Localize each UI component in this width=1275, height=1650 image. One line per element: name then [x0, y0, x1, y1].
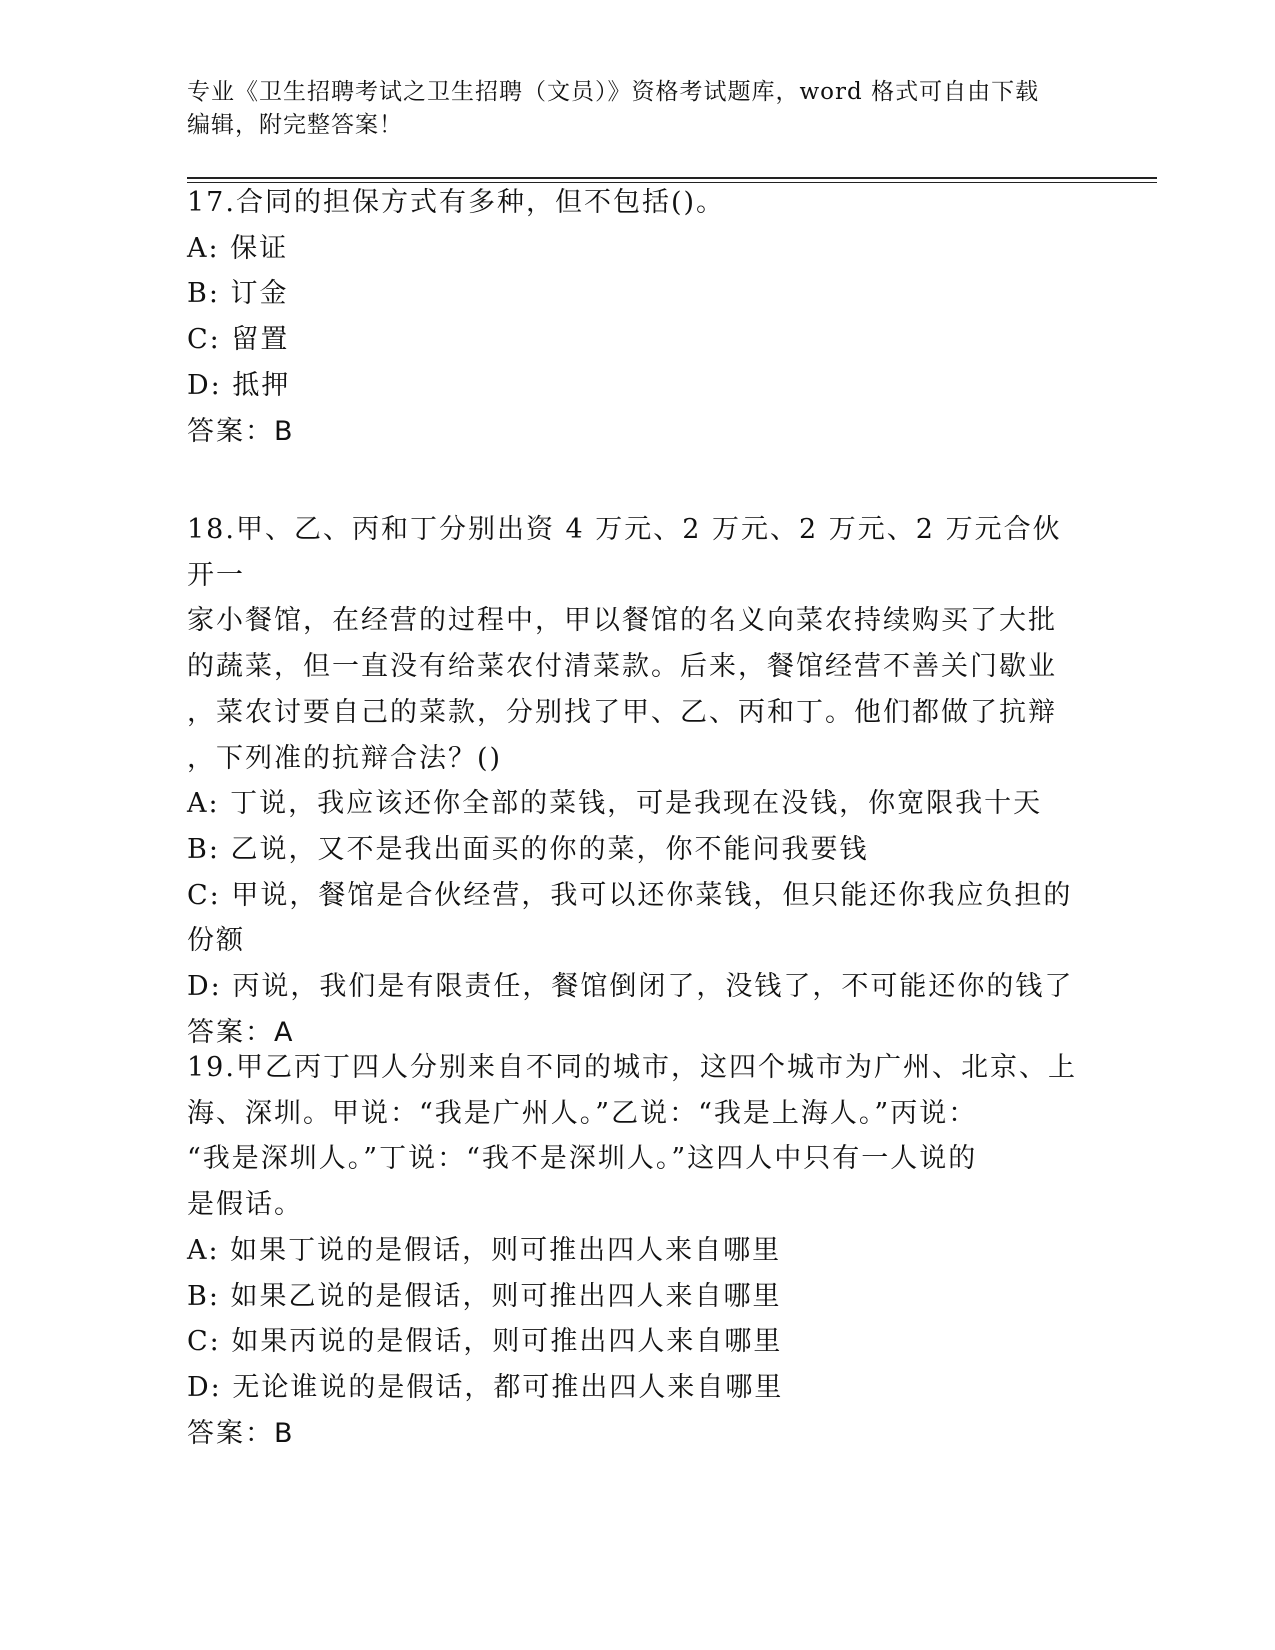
document-header — [187, 76, 1087, 142]
option-b: B: 如果乙说的是假话，则可推出四人来自哪里 — [187, 1280, 782, 1312]
question-stem-line: 是假话。 — [187, 1189, 303, 1221]
question-18 — [187, 507, 1087, 1055]
question-stem-line: 家小餐馆，在经营的过程中，甲以餐馆的名义向菜农持续购买了大批 — [187, 605, 1057, 637]
option-c: C: 如果丙说的是假话，则可推出四人来自哪里 — [187, 1326, 783, 1358]
answer: 答案：B — [187, 415, 295, 447]
question-stem-line: 17.合同的担保方式有多种，但不包括()。 — [187, 187, 726, 218]
option-c: C: 甲说，餐馆是合伙经营，我可以还你菜钱，但只能还你我应负担的 — [187, 879, 1073, 911]
question-stem-line: ，菜农讨要自己的菜款，分别找了甲、乙、丙和丁。他们都做了抗辩 — [187, 696, 1057, 728]
question-stem-line: ，下列准的抗辩合法？() — [187, 742, 503, 774]
option-a: A: 丁说，我应该还你全部的菜钱，可是我现在没钱，你宽限我十天 — [187, 788, 1043, 820]
question-17 — [187, 180, 1087, 454]
option-b: B: 乙说，又不是我出面买的你的菜，你不能问我要钱 — [187, 833, 869, 865]
question-stem-line: 的蔬菜，但一直没有给菜农付清菜款。后来，餐馆经营不善关门歇业 — [187, 651, 1057, 683]
option-a: A: 保证 — [187, 232, 289, 264]
question-stem-line: 19.甲乙丙丁四人分别来自不同的城市，这四个城市为广州、北京、上 — [187, 1052, 1077, 1083]
option-d: D: 无论谁说的是假话，都可推出四人来自哪里 — [187, 1371, 784, 1403]
option-c: C: 留置 — [187, 324, 290, 356]
header-line-1: 专业《卫生招聘考试之卫生招聘（文员）》资格考试题库，word 格式可自由下载 — [187, 79, 1040, 105]
option-d: D: 丙说，我们是有限责任，餐馆倒闭了，没钱了，不可能还你的钱了 — [187, 971, 1074, 1003]
option-a: A: 如果丁说的是假话，则可推出四人来自哪里 — [187, 1234, 782, 1266]
header-rule-thick — [187, 177, 1157, 179]
answer: 答案：B — [187, 1417, 295, 1449]
option-d: D: 抵押 — [187, 369, 291, 401]
answer: 答案：A — [187, 1016, 295, 1048]
header-line-2: 编辑，附完整答案！ — [187, 112, 403, 138]
question-stem-line: “我是深圳人。”丁说：“我不是深圳人。”这四人中只有一人说的 — [187, 1143, 978, 1175]
option-c-continued: 份额 — [187, 925, 245, 957]
question-19 — [187, 1045, 1087, 1456]
question-stem-line: 18.甲、乙、丙和丁分别出资 4 万元、2 万元、2 万元、2 万元合伙开一 — [187, 514, 1062, 591]
option-b: B: 订金 — [187, 278, 289, 310]
question-stem-line: 海、深圳。甲说：“我是广州人。”乙说：“我是上海人。”丙说： — [187, 1097, 978, 1129]
